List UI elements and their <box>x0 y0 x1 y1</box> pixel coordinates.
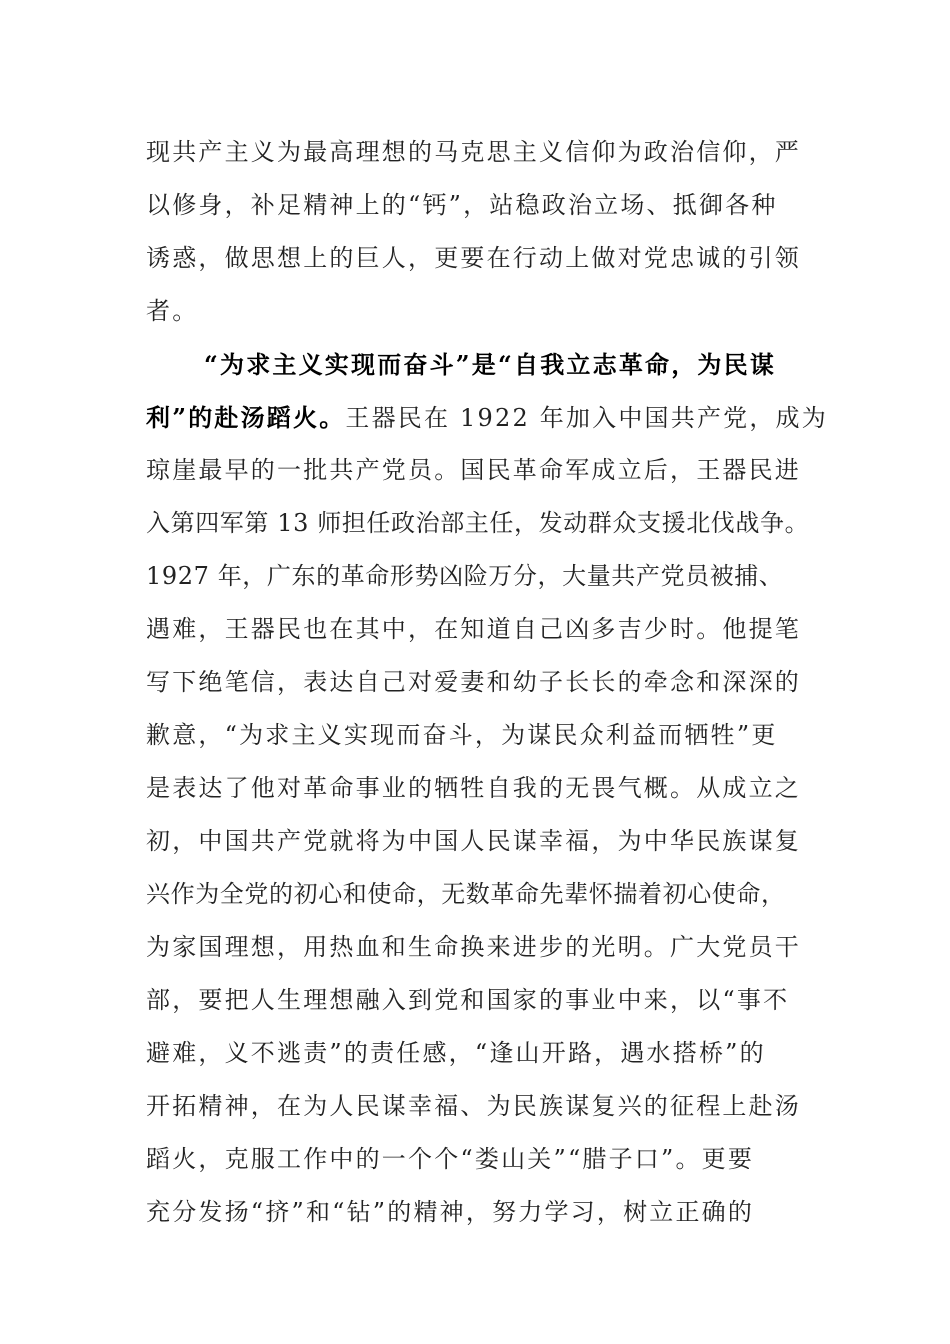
text-line: 写下绝笔信，表达自己对爱妻和幼子长长的牵念和深深的 <box>146 668 801 696</box>
text-line: 歉意，“为求主义实现而奋斗，为谋民众利益而牺牲”更 <box>146 721 778 749</box>
body-text <box>146 126 826 1239</box>
text-line-rest: 王器民在 1922 年加入中国共产党，成为 <box>345 404 828 432</box>
text-line: 琼崖最早的一批共产党员。国民革命军成立后，王器民进 <box>146 456 801 484</box>
text-line-mixed <box>146 391 826 444</box>
text-line: 者。 <box>146 297 199 325</box>
text-line: 以修身，补足精神上的“钙”，站稳政治立场、抵御各种 <box>146 191 778 219</box>
paragraph-heading-end: 利”的赴汤蹈火。 <box>146 403 346 432</box>
text-line: 避难，义不逃责”的责任感，“逢山开路，遇水搭桥”的 <box>146 1039 766 1067</box>
text-line: 蹈火，克服工作中的一个个“娄山关”“腊子口”。更要 <box>146 1145 755 1173</box>
text-line: 为家国理想，用热血和生命换来进步的光明。广大党员干 <box>146 933 801 961</box>
text-line: 入第四军第 13 师担任政治部主任，发动群众支援北伐战争。 <box>146 509 810 537</box>
text-line: 诱惑，做思想上的巨人，更要在行动上做对党忠诚的引领 <box>146 244 801 272</box>
text-line: 是表达了他对革命事业的牺牲自我的无畏气概。从成立之 <box>146 774 801 802</box>
text-line: 充分发扬“挤”和“钻”的精神，努力学习，树立正确的 <box>146 1198 755 1226</box>
paragraph-heading: “为求主义实现而奋斗”是“自我立志革命，为民谋 <box>204 350 777 379</box>
text-line: 1927 年，广东的革命形势凶险万分，大量共产党员被捕、 <box>146 562 784 590</box>
text-line: 部，要把人生理想融入到党和国家的事业中来，以“事不 <box>146 986 790 1014</box>
text-line: 现共产主义为最高理想的马克思主义信仰为政治信仰，严 <box>146 138 801 166</box>
text-line: 遇难，王器民也在其中，在知道自己凶多吉少时。他提笔 <box>146 615 801 643</box>
text-line: 开拓精神，在为人民谋幸福、为民族谋复兴的征程上赴汤 <box>146 1092 801 1120</box>
text-line: 初，中国共产党就将为中国人民谋幸福，为中华民族谋复 <box>146 827 801 855</box>
text-line: 兴作为全党的初心和使命，无数革命先辈怀揣着初心使命， <box>146 880 786 908</box>
